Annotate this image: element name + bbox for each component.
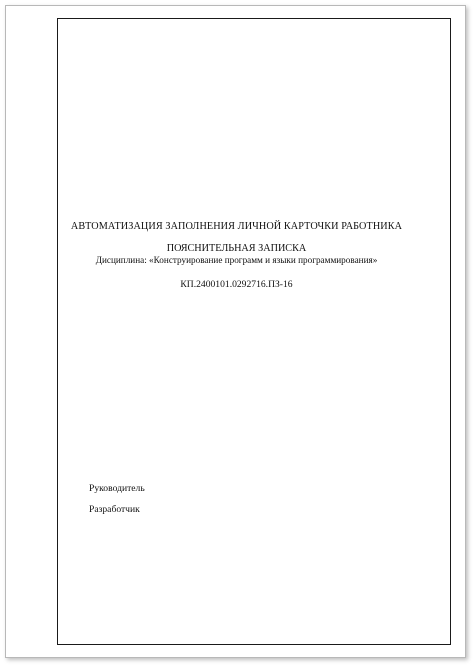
discipline-line: Дисциплина: «Конструирование программ и языки программирования» (95, 255, 378, 265)
supervisor-label: Руководитель (89, 483, 145, 494)
document-page (5, 5, 466, 658)
developer-label: Разработчик (89, 504, 140, 515)
document-code: КП.2400101.0292716.ПЗ-16 (180, 279, 293, 290)
document-subtitle: ПОЯСНИТЕЛЬНАЯ ЗАПИСКА (166, 243, 307, 254)
page-frame-border (57, 18, 451, 645)
document-title: АВТОМАТИЗАЦИЯ ЗАПОЛНЕНИЯ ЛИЧНОЙ КАРТОЧКИ РАБОТНИКА (70, 221, 403, 232)
